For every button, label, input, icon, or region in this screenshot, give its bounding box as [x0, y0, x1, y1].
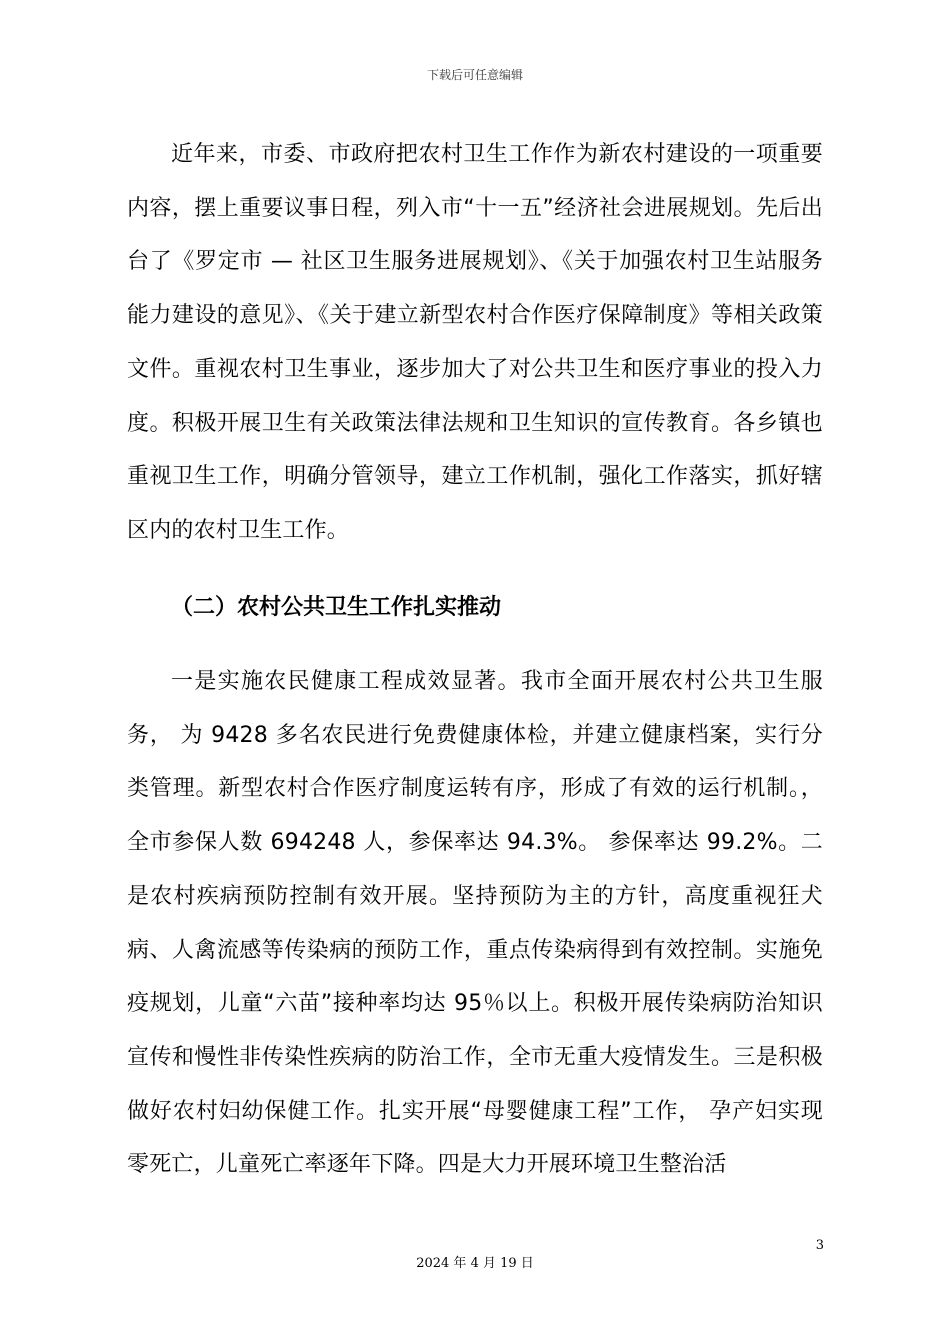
- footer-date: 2024 年 4 月 19 日: [416, 1256, 534, 1271]
- body-paragraph-1: 近年来，市委、市政府把农村卫生工作作为新农村建设的一项重要内容，摆上重要议事日程，列入市“十一五”经济社会进展规划。先后出台了《罗定市 — 社区卫生服务进展规划》、《关于加强农村卫生站服务能力建设的意见》、《关于建立新型农村合作医疗保障制度》等相关政策文件。重视农村卫生事业，逐步加大了对公共卫生和医疗事业的投入力度。积极开展卫生有关政策法律法规和卫生知识的宣传教育。各乡镇也重视卫生工作，明确分管领导，建立工作机制，强化工作落实，抓好辖区内的农村卫生工作。: [127, 142, 823, 543]
- header-note: 下载后可任意编辑: [426, 68, 523, 82]
- page-number: 3: [815, 1238, 824, 1253]
- section-heading: （二）农村公共卫生工作扎实推动: [171, 595, 502, 620]
- body-paragraph-2: 一是实施农民健康工程成效显著。我市全面开展农村公共卫生服务， 为 9428 多名农民进行免费健康体检，并建立健康档案，实行分类管理。新型农村合作医疗制度运转有序，形成了有效的运行机制。，全市参保人数 694248 人，参保率达 94.3%。 参保率达 99.2%。二是农村疾病预防控制有效开展。坚持预防为主的方针，高度重视狂犬病、人禽流感等传染病的预防工作，重点传染病得到有效控制。实施免疫规划，儿童“六苗”接种率均达 95％以上。积极开展传染病防治知识宣传和慢性非传染性疾病的防治工作，全市无重大疫情发生。三是积极做好农村妇幼保健工作。扎实开展“母婴健康工程”工作， 孕产妇实现零死亡，儿童死亡率逐年下降。四是大力开展环境卫生整治活: [127, 669, 823, 1178]
